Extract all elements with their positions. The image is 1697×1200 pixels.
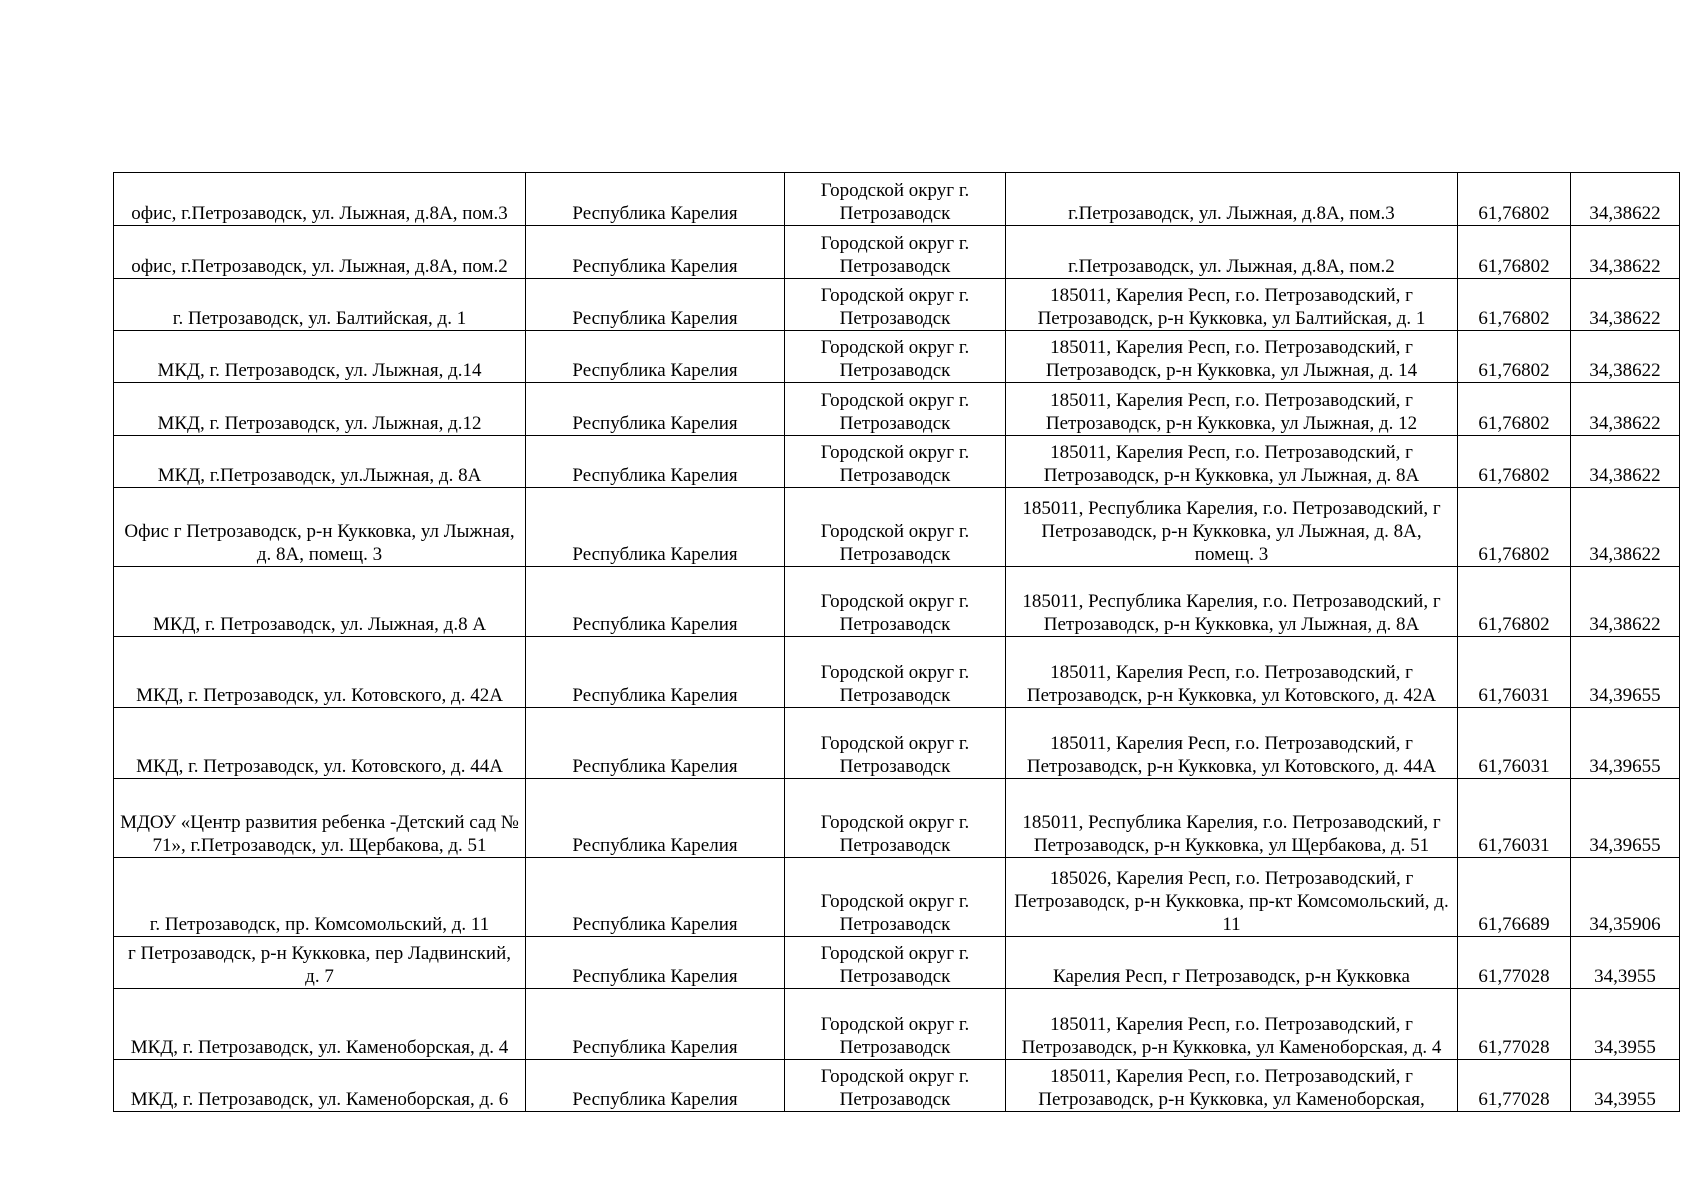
- longitude-cell: 34,38622: [1571, 488, 1680, 567]
- region-cell: Республика Карелия: [526, 488, 785, 567]
- latitude-cell: 61,76031: [1458, 708, 1571, 779]
- latitude-cell: 61,76031: [1458, 779, 1571, 858]
- object-name-cell: Офис г Петрозаводск, р-н Кукковка, ул Лыжная, д. 8А, помещ. 3: [114, 488, 526, 567]
- municipality-cell: Городской округ г. Петрозаводск: [785, 858, 1006, 937]
- region-cell: Республика Карелия: [526, 779, 785, 858]
- municipality-cell: Городской округ г. Петрозаводск: [785, 226, 1006, 279]
- longitude-cell: 34,35906: [1571, 858, 1680, 937]
- table-row: [114, 937, 1680, 989]
- region-cell: Республика Карелия: [526, 1060, 785, 1112]
- object-name-cell: г. Петрозаводск, пр. Комсомольский, д. 11: [114, 858, 526, 937]
- municipality-cell: Городской округ г. Петрозаводск: [785, 331, 1006, 383]
- address-cell: 185011, Карелия Респ, г.о. Петрозаводский, г Петрозаводск, р-н Кукковка, ул Каменоборская,: [1006, 1060, 1458, 1112]
- address-cell: Карелия Респ, г Петрозаводск, р-н Кукковка: [1006, 937, 1458, 989]
- region-cell: Республика Карелия: [526, 637, 785, 708]
- longitude-cell: 34,38622: [1571, 383, 1680, 436]
- region-cell: Республика Карелия: [526, 383, 785, 436]
- table-row: [114, 637, 1680, 708]
- address-cell: 185026, Карелия Респ, г.о. Петрозаводский, г Петрозаводск, р-н Кукковка, пр-кт Комсомольский, д. 11: [1006, 858, 1458, 937]
- address-cell: 185011, Карелия Респ, г.о. Петрозаводский, г Петрозаводск, р-н Кукковка, ул Лыжная, д. 14: [1006, 331, 1458, 383]
- object-name-cell: МКД, г. Петрозаводск, ул. Каменоборская, д. 6: [114, 1060, 526, 1112]
- address-cell: 185011, Республика Карелия, г.о. Петрозаводский, г Петрозаводск, р-н Кукковка, ул Щербакова, д. 51: [1006, 779, 1458, 858]
- table-row: [114, 331, 1680, 383]
- municipality-cell: Городской округ г. Петрозаводск: [785, 637, 1006, 708]
- latitude-cell: 61,76031: [1458, 637, 1571, 708]
- municipality-cell: Городской округ г. Петрозаводск: [785, 567, 1006, 637]
- latitude-cell: 61,76802: [1458, 226, 1571, 279]
- region-cell: Республика Карелия: [526, 173, 785, 226]
- latitude-cell: 61,76689: [1458, 858, 1571, 937]
- address-cell: 185011, Карелия Респ, г.о. Петрозаводский, г Петрозаводск, р-н Кукковка, ул Лыжная, д. 8А: [1006, 436, 1458, 488]
- object-name-cell: МКД, г. Петрозаводск, ул. Котовского, д. 42А: [114, 637, 526, 708]
- address-cell: г.Петрозаводск, ул. Лыжная, д.8А, пом.2: [1006, 226, 1458, 279]
- object-name-cell: МКД, г. Петрозаводск, ул. Котовского, д. 44А: [114, 708, 526, 779]
- latitude-cell: 61,76802: [1458, 567, 1571, 637]
- municipality-cell: Городской округ г. Петрозаводск: [785, 937, 1006, 989]
- table-row: [114, 989, 1680, 1060]
- table-row: [114, 173, 1680, 226]
- address-cell: 185011, Республика Карелия, г.о. Петрозаводский, г Петрозаводск, р-н Кукковка, ул Лыжная, д. 8А: [1006, 567, 1458, 637]
- address-cell: 185011, Республика Карелия, г.о. Петрозаводский, г Петрозаводск, р-н Кукковка, ул Лыжная, д. 8А, помещ. 3: [1006, 488, 1458, 567]
- object-name-cell: МДОУ «Центр развития ребенка -Детский сад № 71», г.Петрозаводск, ул. Щербакова, д. 51: [114, 779, 526, 858]
- registry-table: [113, 172, 1680, 1112]
- registry-table-body: [114, 173, 1680, 1112]
- region-cell: Республика Карелия: [526, 279, 785, 331]
- longitude-cell: 34,38622: [1571, 567, 1680, 637]
- address-cell: 185011, Карелия Респ, г.о. Петрозаводский, г Петрозаводск, р-н Кукковка, ул Котовского, д. 42А: [1006, 637, 1458, 708]
- table-row: [114, 779, 1680, 858]
- table-row: [114, 1060, 1680, 1112]
- region-cell: Республика Карелия: [526, 708, 785, 779]
- longitude-cell: 34,38622: [1571, 331, 1680, 383]
- latitude-cell: 61,76802: [1458, 173, 1571, 226]
- municipality-cell: Городской округ г. Петрозаводск: [785, 708, 1006, 779]
- latitude-cell: 61,76802: [1458, 331, 1571, 383]
- object-name-cell: МКД, г. Петрозаводск, ул. Каменоборская, д. 4: [114, 989, 526, 1060]
- municipality-cell: Городской округ г. Петрозаводск: [785, 279, 1006, 331]
- longitude-cell: 34,38622: [1571, 279, 1680, 331]
- region-cell: Республика Карелия: [526, 858, 785, 937]
- table-row: [114, 858, 1680, 937]
- region-cell: Республика Карелия: [526, 331, 785, 383]
- longitude-cell: 34,3955: [1571, 1060, 1680, 1112]
- longitude-cell: 34,38622: [1571, 436, 1680, 488]
- municipality-cell: Городской округ г. Петрозаводск: [785, 1060, 1006, 1112]
- latitude-cell: 61,77028: [1458, 937, 1571, 989]
- region-cell: Республика Карелия: [526, 436, 785, 488]
- longitude-cell: 34,38622: [1571, 226, 1680, 279]
- table-row: [114, 567, 1680, 637]
- latitude-cell: 61,76802: [1458, 436, 1571, 488]
- region-cell: Республика Карелия: [526, 937, 785, 989]
- longitude-cell: 34,3955: [1571, 989, 1680, 1060]
- latitude-cell: 61,76802: [1458, 383, 1571, 436]
- latitude-cell: 61,76802: [1458, 279, 1571, 331]
- municipality-cell: Городской округ г. Петрозаводск: [785, 488, 1006, 567]
- object-name-cell: МКД, г.Петрозаводск, ул.Лыжная, д. 8А: [114, 436, 526, 488]
- municipality-cell: Городской округ г. Петрозаводск: [785, 436, 1006, 488]
- object-name-cell: г Петрозаводск, р-н Кукковка, пер Ладвинский, д. 7: [114, 937, 526, 989]
- object-name-cell: МКД, г. Петрозаводск, ул. Лыжная, д.8 А: [114, 567, 526, 637]
- address-cell: 185011, Карелия Респ, г.о. Петрозаводский, г Петрозаводск, р-н Кукковка, ул Лыжная, д. 12: [1006, 383, 1458, 436]
- longitude-cell: 34,38622: [1571, 173, 1680, 226]
- table-row: [114, 488, 1680, 567]
- table-row: [114, 279, 1680, 331]
- object-name-cell: МКД, г. Петрозаводск, ул. Лыжная, д.14: [114, 331, 526, 383]
- municipality-cell: Городской округ г. Петрозаводск: [785, 383, 1006, 436]
- address-cell: 185011, Карелия Респ, г.о. Петрозаводский, г Петрозаводск, р-н Кукковка, ул Каменоборская, д. 4: [1006, 989, 1458, 1060]
- address-cell: г.Петрозаводск, ул. Лыжная, д.8А, пом.3: [1006, 173, 1458, 226]
- region-cell: Республика Карелия: [526, 226, 785, 279]
- object-name-cell: офис, г.Петрозаводск, ул. Лыжная, д.8А, пом.3: [114, 173, 526, 226]
- municipality-cell: Городской округ г. Петрозаводск: [785, 779, 1006, 858]
- latitude-cell: 61,76802: [1458, 488, 1571, 567]
- municipality-cell: Городской округ г. Петрозаводск: [785, 989, 1006, 1060]
- object-name-cell: МКД, г. Петрозаводск, ул. Лыжная, д.12: [114, 383, 526, 436]
- address-cell: 185011, Карелия Респ, г.о. Петрозаводский, г Петрозаводск, р-н Кукковка, ул Балтийская, д. 1: [1006, 279, 1458, 331]
- region-cell: Республика Карелия: [526, 989, 785, 1060]
- object-name-cell: офис, г.Петрозаводск, ул. Лыжная, д.8А, пом.2: [114, 226, 526, 279]
- table-row: [114, 436, 1680, 488]
- longitude-cell: 34,39655: [1571, 779, 1680, 858]
- object-name-cell: г. Петрозаводск, ул. Балтийская, д. 1: [114, 279, 526, 331]
- region-cell: Республика Карелия: [526, 567, 785, 637]
- longitude-cell: 34,39655: [1571, 708, 1680, 779]
- municipality-cell: Городской округ г. Петрозаводск: [785, 173, 1006, 226]
- longitude-cell: 34,3955: [1571, 937, 1680, 989]
- table-row: [114, 383, 1680, 436]
- longitude-cell: 34,39655: [1571, 637, 1680, 708]
- table-row: [114, 226, 1680, 279]
- table-row: [114, 708, 1680, 779]
- latitude-cell: 61,77028: [1458, 1060, 1571, 1112]
- address-cell: 185011, Карелия Респ, г.о. Петрозаводский, г Петрозаводск, р-н Кукковка, ул Котовского, д. 44А: [1006, 708, 1458, 779]
- latitude-cell: 61,77028: [1458, 989, 1571, 1060]
